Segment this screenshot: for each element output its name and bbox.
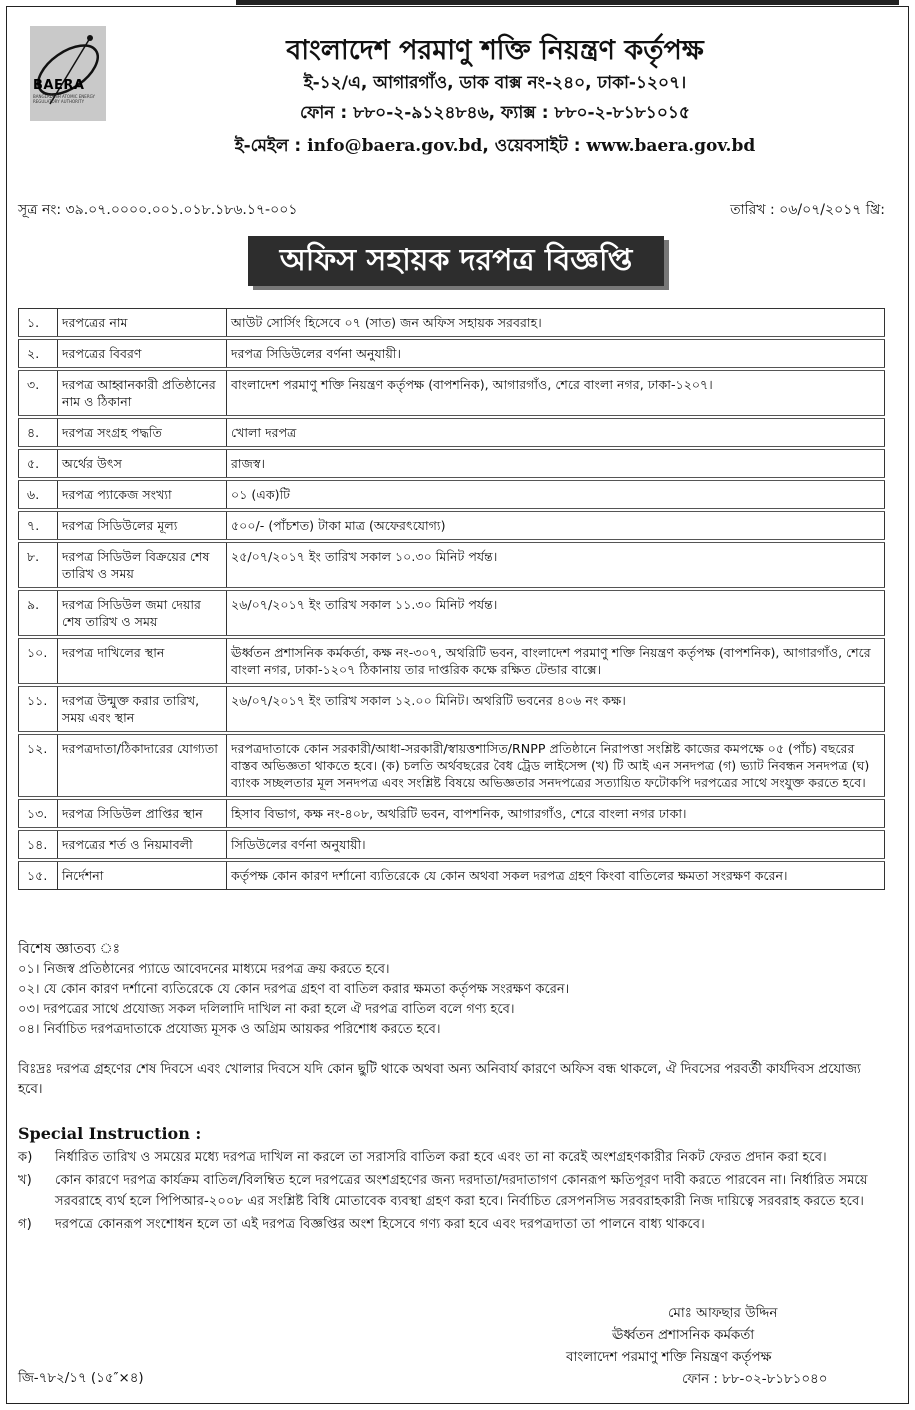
special-instruction-key: ক) (18, 1150, 33, 1165)
table-row (19, 448, 885, 479)
org-address: ই-১২/এ, আগারগাঁও, ডাক বাক্স নং-২৪০, ঢাকা-১২০৭। (303, 73, 687, 93)
row-label: দরপত্র প্যাকেজ সংখ্যা (58, 479, 227, 510)
table-row (19, 309, 885, 339)
table-row (19, 369, 885, 417)
table-row (19, 829, 885, 860)
row-value: ২৬/০৭/২০১৭ ইং তারিখ সকাল ১২.০০ মিনিট। অথরিটি ভবনের ৪০৬ নং কক্ষ। (227, 685, 885, 733)
row-label: দরপত্রের বিবরণ (58, 338, 227, 369)
table-row (19, 479, 885, 510)
signatory-org: বাংলাদেশ পরমাণু শক্তি নিয়ন্ত্রণ কর্তৃপক্ষ (566, 1350, 772, 1365)
row-value: ০১ (এক)টি (227, 479, 885, 510)
special-instruction-key: খ) (18, 1173, 32, 1188)
row-label: দরপত্র সংগ্রহ পদ্ধতি (58, 417, 227, 448)
baera-logo (30, 26, 106, 121)
row-value: রাজস্ব। (227, 448, 885, 479)
table-row (19, 733, 885, 798)
row-number: ১০. (19, 637, 58, 685)
row-number: ৬. (19, 479, 58, 510)
tender-table (18, 308, 885, 890)
table-row (19, 589, 885, 637)
row-value: ২৬/০৭/২০১৭ ইং তারিখ সকাল ১১.৩০ মিনিট পর্যন্ত। (227, 589, 885, 637)
row-label: দরপত্র সিডিউলের মূল্য (58, 510, 227, 541)
special-instruction-item (18, 1147, 890, 1168)
row-value: বাংলাদেশ পরমাণু শক্তি নিয়ন্ত্রণ কর্তৃপক্ষ (বাপশনিক), আগারগাঁও, শেরে বাংলা নগর, ঢাকা-১২০৭। (227, 369, 885, 417)
signatory-phone: ফোন : ৮৮-০২-৮১৮১০৪০ (682, 1372, 828, 1387)
top-rule (236, 0, 899, 5)
row-value: হিসাব বিভাগ, কক্ষ নং-৪০৮, অথরিটি ভবন, বাপশনিক, আগারগাঁও, শেরে বাংলা নগর ঢাকা। (227, 798, 885, 829)
row-number: ২. (19, 338, 58, 369)
table-row (19, 417, 885, 448)
website-link[interactable]: www.baera.gov.bd (586, 136, 756, 156)
memo-number: সূত্র নং: ৩৯.০৭.০০০০.০০১.০১৮.১৮৬.১৭-০০১ (18, 202, 298, 218)
special-instruction-text: নির্ধারিত তারিখ ও সময়ের মধ্যে দরপত্র দাখিল না করলে তা সরাসরি বাতিল করা হবে এবং তা না করেই অংশগ্রহণকারীর নিকট ফেরত প্রদান করা হবে। (55, 1150, 827, 1165)
row-number: ৩. (19, 369, 58, 417)
row-label: দরপত্র সিডিউল জমা দেয়ার শেষ তারিখ ও সময় (58, 589, 227, 637)
special-instruction-heading: Special Instruction : (18, 1124, 202, 1143)
row-value: ৫০০/- (পাঁচশত) টাকা মাত্র (অফেরৎযোগ্য) (227, 510, 885, 541)
row-label: দরপত্র আহ্বানকারী প্রতিষ্ঠানের নাম ও ঠিকানা (58, 369, 227, 417)
org-contact (160, 133, 830, 161)
note-item: ০৪। নির্বাচিত দরপত্রদাতাকে প্রযোজ্য মূসক ও অগ্রিম আয়কর পরিশোধ করতে হবে। (18, 1022, 441, 1037)
note-nb: বিঃদ্রঃ দরপত্র গ্রহণের শেষ দিবসে এবং খোলার দিবসে যদি কোন ছুটি থাকে অথবা অন্য অনিবার্য কারণে অফিস বন্ধ থাকলে, ঐ দিবসের পরবর্তী কার্যদিবস প্রযোজ্য হবে। (18, 1062, 861, 1097)
email-label: ই-মেইল : (234, 136, 308, 156)
notes-list (18, 960, 888, 1040)
table-row (19, 338, 885, 369)
special-instruction-text: দরপত্রে কোনরূপ সংশোধন হলে তা এই দরপত্র বিজ্ঞপ্তির অংশ হিসেবে গণ্য করা হবে এবং দরপত্রদাতা তা পালনে বাধ্য থাকবে। (55, 1217, 705, 1232)
special-instruction-item (18, 1214, 890, 1235)
notice-date: তারিখ : ০৬/০৭/২০১৭ খ্রি: (730, 202, 885, 218)
row-value: দরপত্র সিডিউলের বর্ণনা অনুযায়ী। (227, 338, 885, 369)
logo-subtitle: BANGLADESH ATOMIC ENERGY REGULATORY AUTHORITY (33, 94, 95, 104)
signatory-name: মোঃ আফছার উদ্দিন (668, 1306, 778, 1321)
row-label: নির্দেশনা (58, 860, 227, 890)
row-label: অর্থের উৎস (58, 448, 227, 479)
row-label: দরপত্রদাতা/ঠিকাদারের যোগ্যতা (58, 733, 227, 798)
row-number: ১৫. (19, 860, 58, 890)
logo-text: BAERA (33, 78, 85, 93)
note-item: ০১। নিজস্ব প্রতিষ্ঠানের প্যাডে আবেদনের মাধ্যমে দরপত্র ক্রয় করতে হবে। (18, 962, 390, 977)
table-row (19, 541, 885, 589)
row-value: দরপত্রদাতাকে কোন সরকারী/আধা-সরকারী/স্বায়ত্তশাসিত/RNPP প্রতিষ্ঠানে নিরাপত্তা সংশ্লিষ্ট কাজের কমপক্ষে ০৫ (পাঁচ) বছরের বাস্তব অভিজ্ঞতা থাকতে হবে। (ক) চলতি অর্থবছরের বৈধ ট্রেড লাইসেন্স (খ) টি আই এন সনদপত্র (গ) ভ্যাট নিবন্ধন সনদপত্র (ঘ) ব্যাংক সচ্ছলতার মূল সনদপত্র এবং সংশ্লিষ্ট বিষয়ে অভিজ্ঞতার সনদপত্রের সত্যায়িত ফটোকপি দরপত্রের সাথে সংযুক্ত করতে হবে। (227, 733, 885, 798)
table-row (19, 510, 885, 541)
org-name: বাংলাদেশ পরমাণু শক্তি নিয়ন্ত্রণ কর্তৃপক্ষ (286, 35, 704, 66)
row-number: ৯. (19, 589, 58, 637)
notes-heading: বিশেষ জ্ঞাতব্য ঃ (18, 941, 121, 957)
special-instruction-key: গ) (18, 1217, 32, 1232)
row-number: ১২. (19, 733, 58, 798)
row-label: দরপত্র সিডিউল বিক্রয়ের শেষ তারিখ ও সময় (58, 541, 227, 589)
row-label: দরপত্র উন্মুক্ত করার তারিখ, সময় এবং স্থান (58, 685, 227, 733)
footer-code: জি-৭৮২/১৭ (১৫″×৪) (18, 1371, 144, 1386)
row-value: আউট সোর্সিং হিসেবে ০৭ (সাত) জন অফিস সহায়ক সরবরাহ। (227, 309, 885, 339)
row-label: দরপত্রের নাম (58, 309, 227, 339)
email-link[interactable]: info@baera.gov.bd (307, 136, 483, 156)
special-instruction-list (18, 1147, 890, 1237)
table-row (19, 798, 885, 829)
row-number: ১১. (19, 685, 58, 733)
row-number: ১৩. (19, 798, 58, 829)
row-label: দরপত্রের শর্ত ও নিয়মাবলী (58, 829, 227, 860)
website-label: , ওয়েবসাইট : (482, 136, 587, 156)
table-row (19, 860, 885, 890)
note-item: ০২। যে কোন কারণ দর্শানো ব্যতিরেকে যে কোন দরপত্র গ্রহণ বা বাতিল করার ক্ষমতা কর্তৃপক্ষ সংরক্ষণ করেন। (18, 982, 570, 997)
table-row (19, 685, 885, 733)
row-number: ৫. (19, 448, 58, 479)
special-instruction-item (18, 1170, 890, 1212)
row-value: ২৫/০৭/২০১৭ ইং তারিখ সকাল ১০.৩০ মিনিট পর্যন্ত। (227, 541, 885, 589)
row-number: ৮. (19, 541, 58, 589)
row-value: ঊর্ধ্বতন প্রশাসনিক কর্মকর্তা, কক্ষ নং-৩০৭, অথরিটি ভবন, বাংলাদেশ পরমাণু শক্তি নিয়ন্ত্রণ কর্তৃপক্ষ (বাপশনিক), আগারগাঁও, শেরে বাংলা নগর, ঢাকা-১২০৭ ঠিকানায় তার দাপ্তরিক কক্ষে রক্ষিত টেন্ডার বাক্সে। (227, 637, 885, 685)
row-number: ১৪. (19, 829, 58, 860)
special-instruction-text: কোন কারণে দরপত্র কার্যক্রম বাতিল/বিলম্বিত হলে দরপত্রের অংশগ্রহণের জন্য দরদাতা/দরদাতাগণ কোনরূপ ক্ষতিপূরণ দাবী করতে পারবেন না। নির্ধারিত সময়ে সরবরাহে ব্যর্থ হলে পিপিআর-২০০৮ এর সংশ্লিষ্ট বিধি মোতাবেক ব্যবস্থা গ্রহণ করা হবে। নির্বাচিত রেসপনসিভ সরবরাহকারী নিজ দায়িত্বে সরবরাহ করতে হবে। (55, 1173, 868, 1209)
row-label: দরপত্র দাখিলের স্থান (58, 637, 227, 685)
row-number: ১. (19, 309, 58, 339)
row-value: খোলা দরপত্র (227, 417, 885, 448)
row-value: কর্তৃপক্ষ কোন কারণ দর্শানো ব্যতিরেকে যে কোন অথবা সকল দরপত্র গ্রহণ কিংবা বাতিলের ক্ষমতা সংরক্ষণ করেন। (227, 860, 885, 890)
table-row (19, 637, 885, 685)
org-phone: ফোন : ৮৮০-২-৯১২৪৮৪৬, ফ্যাক্স : ৮৮০-২-৮১৮১০১৫ (300, 103, 690, 123)
row-number: ৭. (19, 510, 58, 541)
row-value: সিডিউলের বর্ণনা অনুযায়ী। (227, 829, 885, 860)
row-number: ৪. (19, 417, 58, 448)
row-label: দরপত্র সিডিউল প্রাপ্তির স্থান (58, 798, 227, 829)
signatory-designation: ঊর্ধ্বতন প্রশাসনিক কর্মকর্তা (612, 1328, 755, 1343)
notice-title: অফিস সহায়ক দরপত্র বিজ্ঞপ্তি (248, 236, 664, 286)
note-item: ০৩। দরপত্রের সাথে প্রযোজ্য সকল দলিলাদি দাখিল না করা হলে ঐ দরপত্র বাতিল বলে গণ্য হবে। (18, 1002, 515, 1017)
signature-block (560, 1303, 900, 1391)
